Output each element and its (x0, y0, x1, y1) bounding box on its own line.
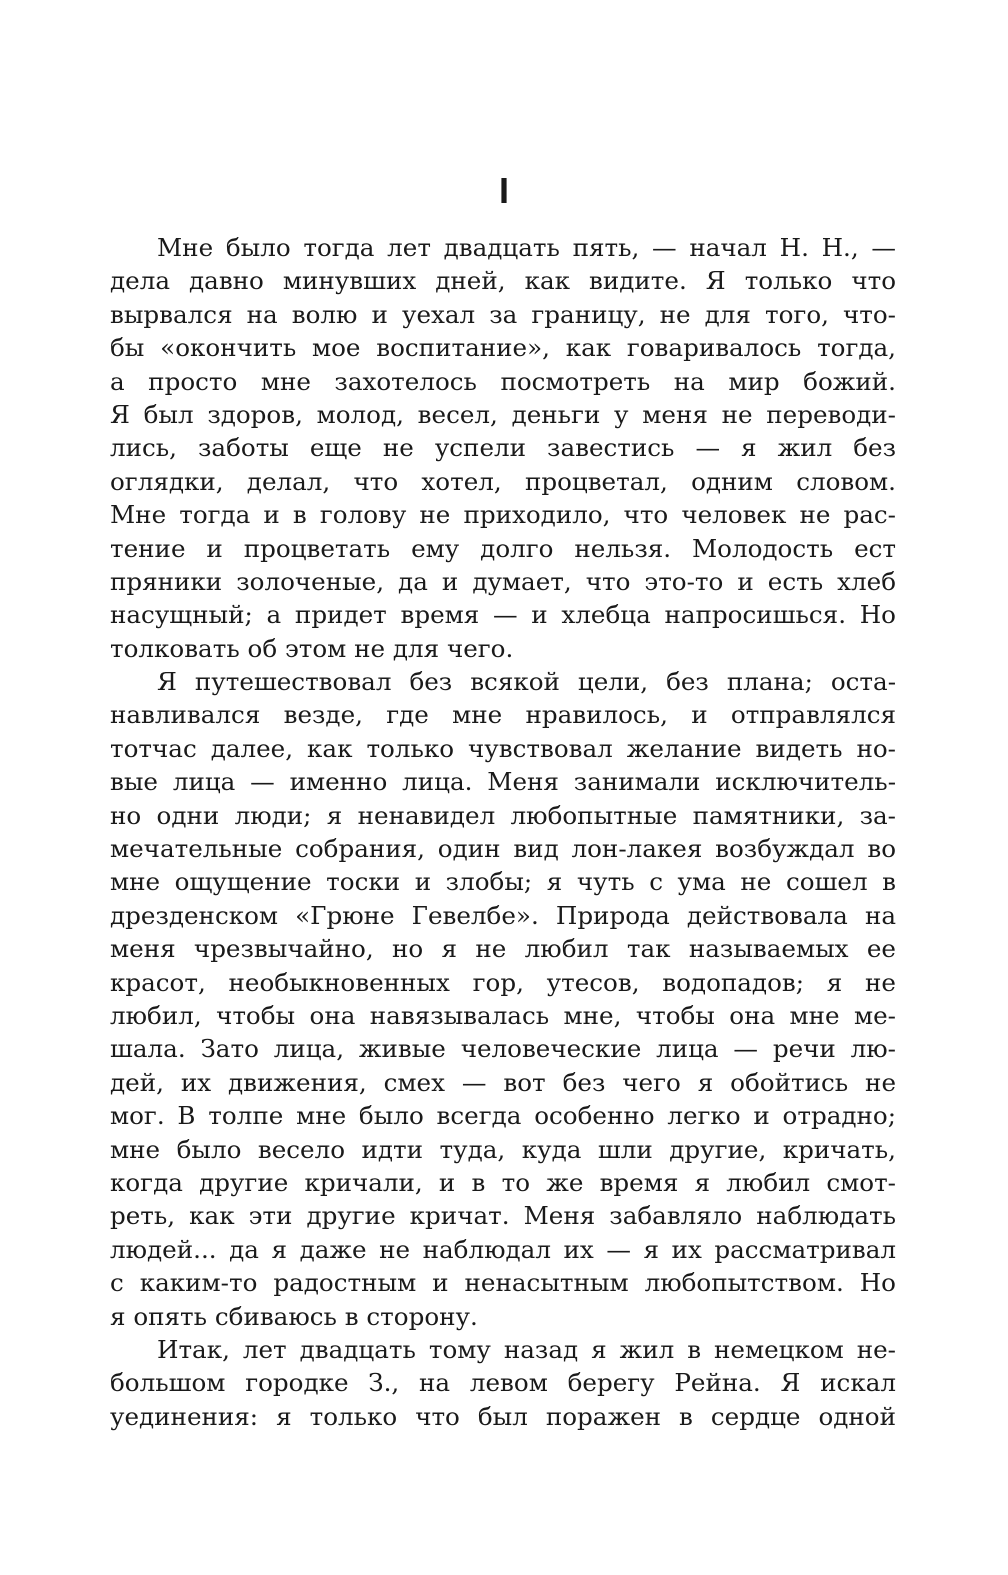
paragraph-line: а просто мне захотелось посмотреть на мир божий. (110, 366, 896, 396)
paragraph-line: дрезденском «Грюне Гевелбе». Природа действовала на (110, 900, 896, 930)
paragraph-line: мне было весело идти туда, куда шли другие, кричать, (110, 1134, 896, 1164)
paragraph-line: с каким-то радостным и ненасытным любопытством. Но (110, 1268, 896, 1298)
paragraph-line: уединения: я только что был поражен в сердце одной (110, 1401, 896, 1431)
text-body (110, 231, 896, 1433)
paragraph-line: вые лица — именно лица. Меня занимали исключитель- (110, 767, 896, 797)
paragraph-line: пряники золоченые, да и думает, что это-то и есть хлеб (110, 566, 896, 596)
paragraph-line: оглядки, делал, что хотел, процветал, одним словом. (110, 466, 896, 496)
paragraph-line: шала. Зато лица, живые человеческие лица — речи лю- (110, 1034, 896, 1064)
paragraph-line: людей... да я даже не наблюдал их — я их рассматривал (110, 1234, 896, 1264)
chapter-number: I (498, 170, 509, 211)
paragraph-line: Мне тогда и в голову не приходило, что человек не рас- (110, 500, 896, 530)
paragraph-line: мечательные собрания, один вид лон-лакея возбуждал во (110, 834, 896, 864)
paragraph-line: Итак, лет двадцать тому назад я жил в немецком не- (157, 1334, 896, 1364)
paragraph-line: навливался везде, где мне нравилось, и отправлялся (110, 700, 896, 730)
paragraph-line: реть, как эти другие кричат. Меня забавляло наблюдать (110, 1201, 896, 1231)
paragraph-line: лись, заботы еще не успели завестись — я жил без (110, 433, 896, 463)
paragraph-line: бы «окончить мое воспитание», как говаривалось тогда, (110, 333, 896, 363)
paragraph-line: мог. В толпе мне было всегда особенно легко и отрадно; (110, 1101, 896, 1131)
paragraph-line: дей, их движения, смех — вот без чего я обойтись не (110, 1067, 896, 1097)
paragraph-line: Я путешествовал без всякой цели, без плана; оста- (157, 667, 896, 697)
paragraph-line: меня чрезвычайно, но я не любил так называемых ее (110, 934, 896, 964)
paragraph-line: насущный; а придет время — и хлебца напросишься. Но (110, 600, 896, 630)
paragraph-line: но одни люди; я ненавидел любопытные памятники, за- (110, 800, 896, 830)
paragraph-line: красот, необыкновенных гор, утесов, водопадов; я не (110, 967, 896, 997)
paragraph-line: толковать об этом не для чего. (110, 633, 514, 663)
paragraph-line: дела давно минувших дней, как видите. Я только что (110, 266, 896, 296)
paragraph-line: мне ощущение тоски и злобы; я чуть с ума не сошел в (110, 867, 896, 897)
paragraph-line: Мне было тогда лет двадцать пять, — начал Н. Н., — (157, 233, 896, 262)
paragraph-line: вырвался на волю и уехал за границу, не для того, что- (110, 299, 896, 329)
paragraph-line: Я был здоров, молод, весел, деньги у меня не переводи- (110, 399, 896, 429)
paragraph-line: большом городке З., на левом берегу Рейна. Я искал (110, 1368, 896, 1398)
paragraph-line: тение и процветать ему долго нельзя. Молодость ест (110, 533, 896, 563)
paragraph-line: я опять сбиваюсь в сторону. (110, 1301, 478, 1331)
paragraph-line: тотчас далее, как только чувствовал желание видеть но- (110, 733, 896, 763)
paragraph-line: когда другие кричали, и в то же время я любил смот- (110, 1167, 896, 1197)
paragraph-line: любил, чтобы она навязывалась мне, чтобы она мне ме- (110, 1000, 896, 1030)
